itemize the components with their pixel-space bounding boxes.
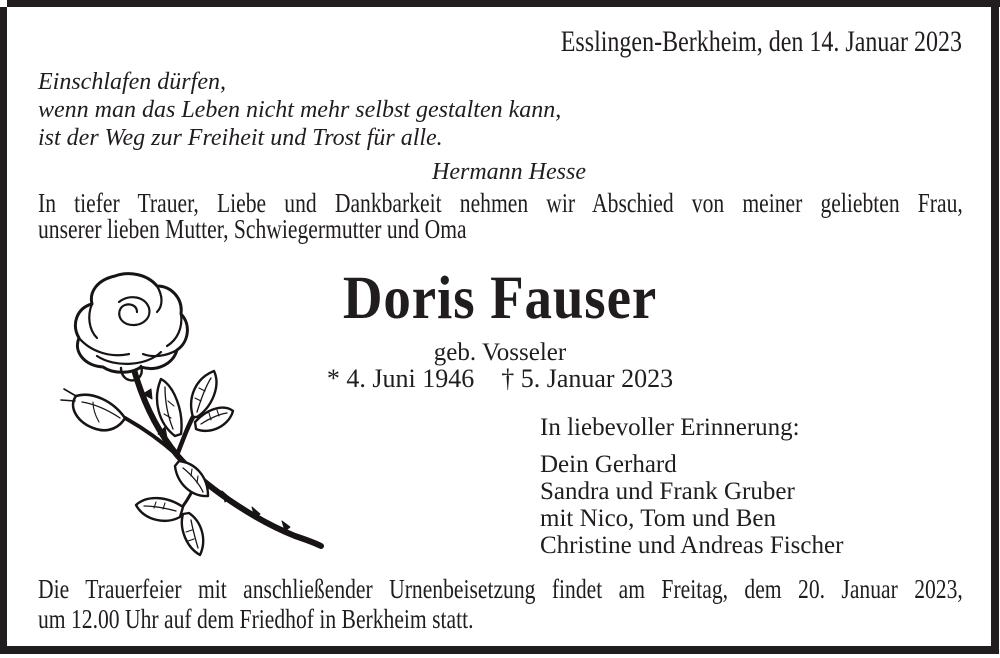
quote-attribution: Hermann Hesse	[432, 159, 586, 185]
funeral-line: um 12.00 Uhr auf dem Friedhof in Berkheim statt.	[38, 604, 474, 634]
mourner-name: Dein Gerhard	[540, 451, 677, 478]
frame-bottom-border	[0, 646, 999, 654]
dateline: Esslingen-Berkheim, den 14. Januar 2023	[560, 25, 962, 58]
frame-right-border	[991, 0, 999, 654]
maiden-name: geb. Vosseler	[433, 339, 567, 366]
quote-line: wenn man das Leben nicht mehr selbst gestalten kann,	[38, 97, 562, 123]
frame-top-border	[7, 0, 1000, 7]
funeral-line: Die Trauerfeier mit anschließender Urnenbeisetzung findet am Freitag, dem 20. Januar 2023,	[38, 574, 963, 604]
intro-paragraph	[38, 190, 963, 242]
frame-left-border	[0, 7, 7, 654]
memorial-quote	[38, 68, 586, 186]
quote-line: ist der Weg zur Freiheit und Trost für alle.	[38, 125, 443, 151]
birth-date: * 4. Juni 1946	[326, 364, 475, 393]
quote-line: Einschlafen dürfen,	[38, 69, 226, 95]
funeral-paragraph	[38, 574, 963, 634]
intro-line: In tiefer Trauer, Liebe und Dankbarkeit nehmen wir Abschied von meiner geliebten Frau,	[38, 188, 963, 218]
mourner-name: Sandra und Frank Gruber	[540, 478, 795, 505]
intro-line: unserer lieben Mutter, Schwiegermutter und Oma	[38, 214, 467, 244]
death-date: † 5. Januar 2023	[501, 364, 674, 393]
life-dates	[0, 364, 1000, 394]
mourner-name: Christine und Andreas Fischer	[540, 532, 844, 559]
deceased-name: Doris Fauser	[342, 265, 658, 332]
mourner-name: mit Nico, Tom und Ben	[540, 505, 776, 532]
mourners-block	[540, 414, 843, 559]
mourners-heading: In liebevoller Erinnerung:	[540, 414, 800, 441]
